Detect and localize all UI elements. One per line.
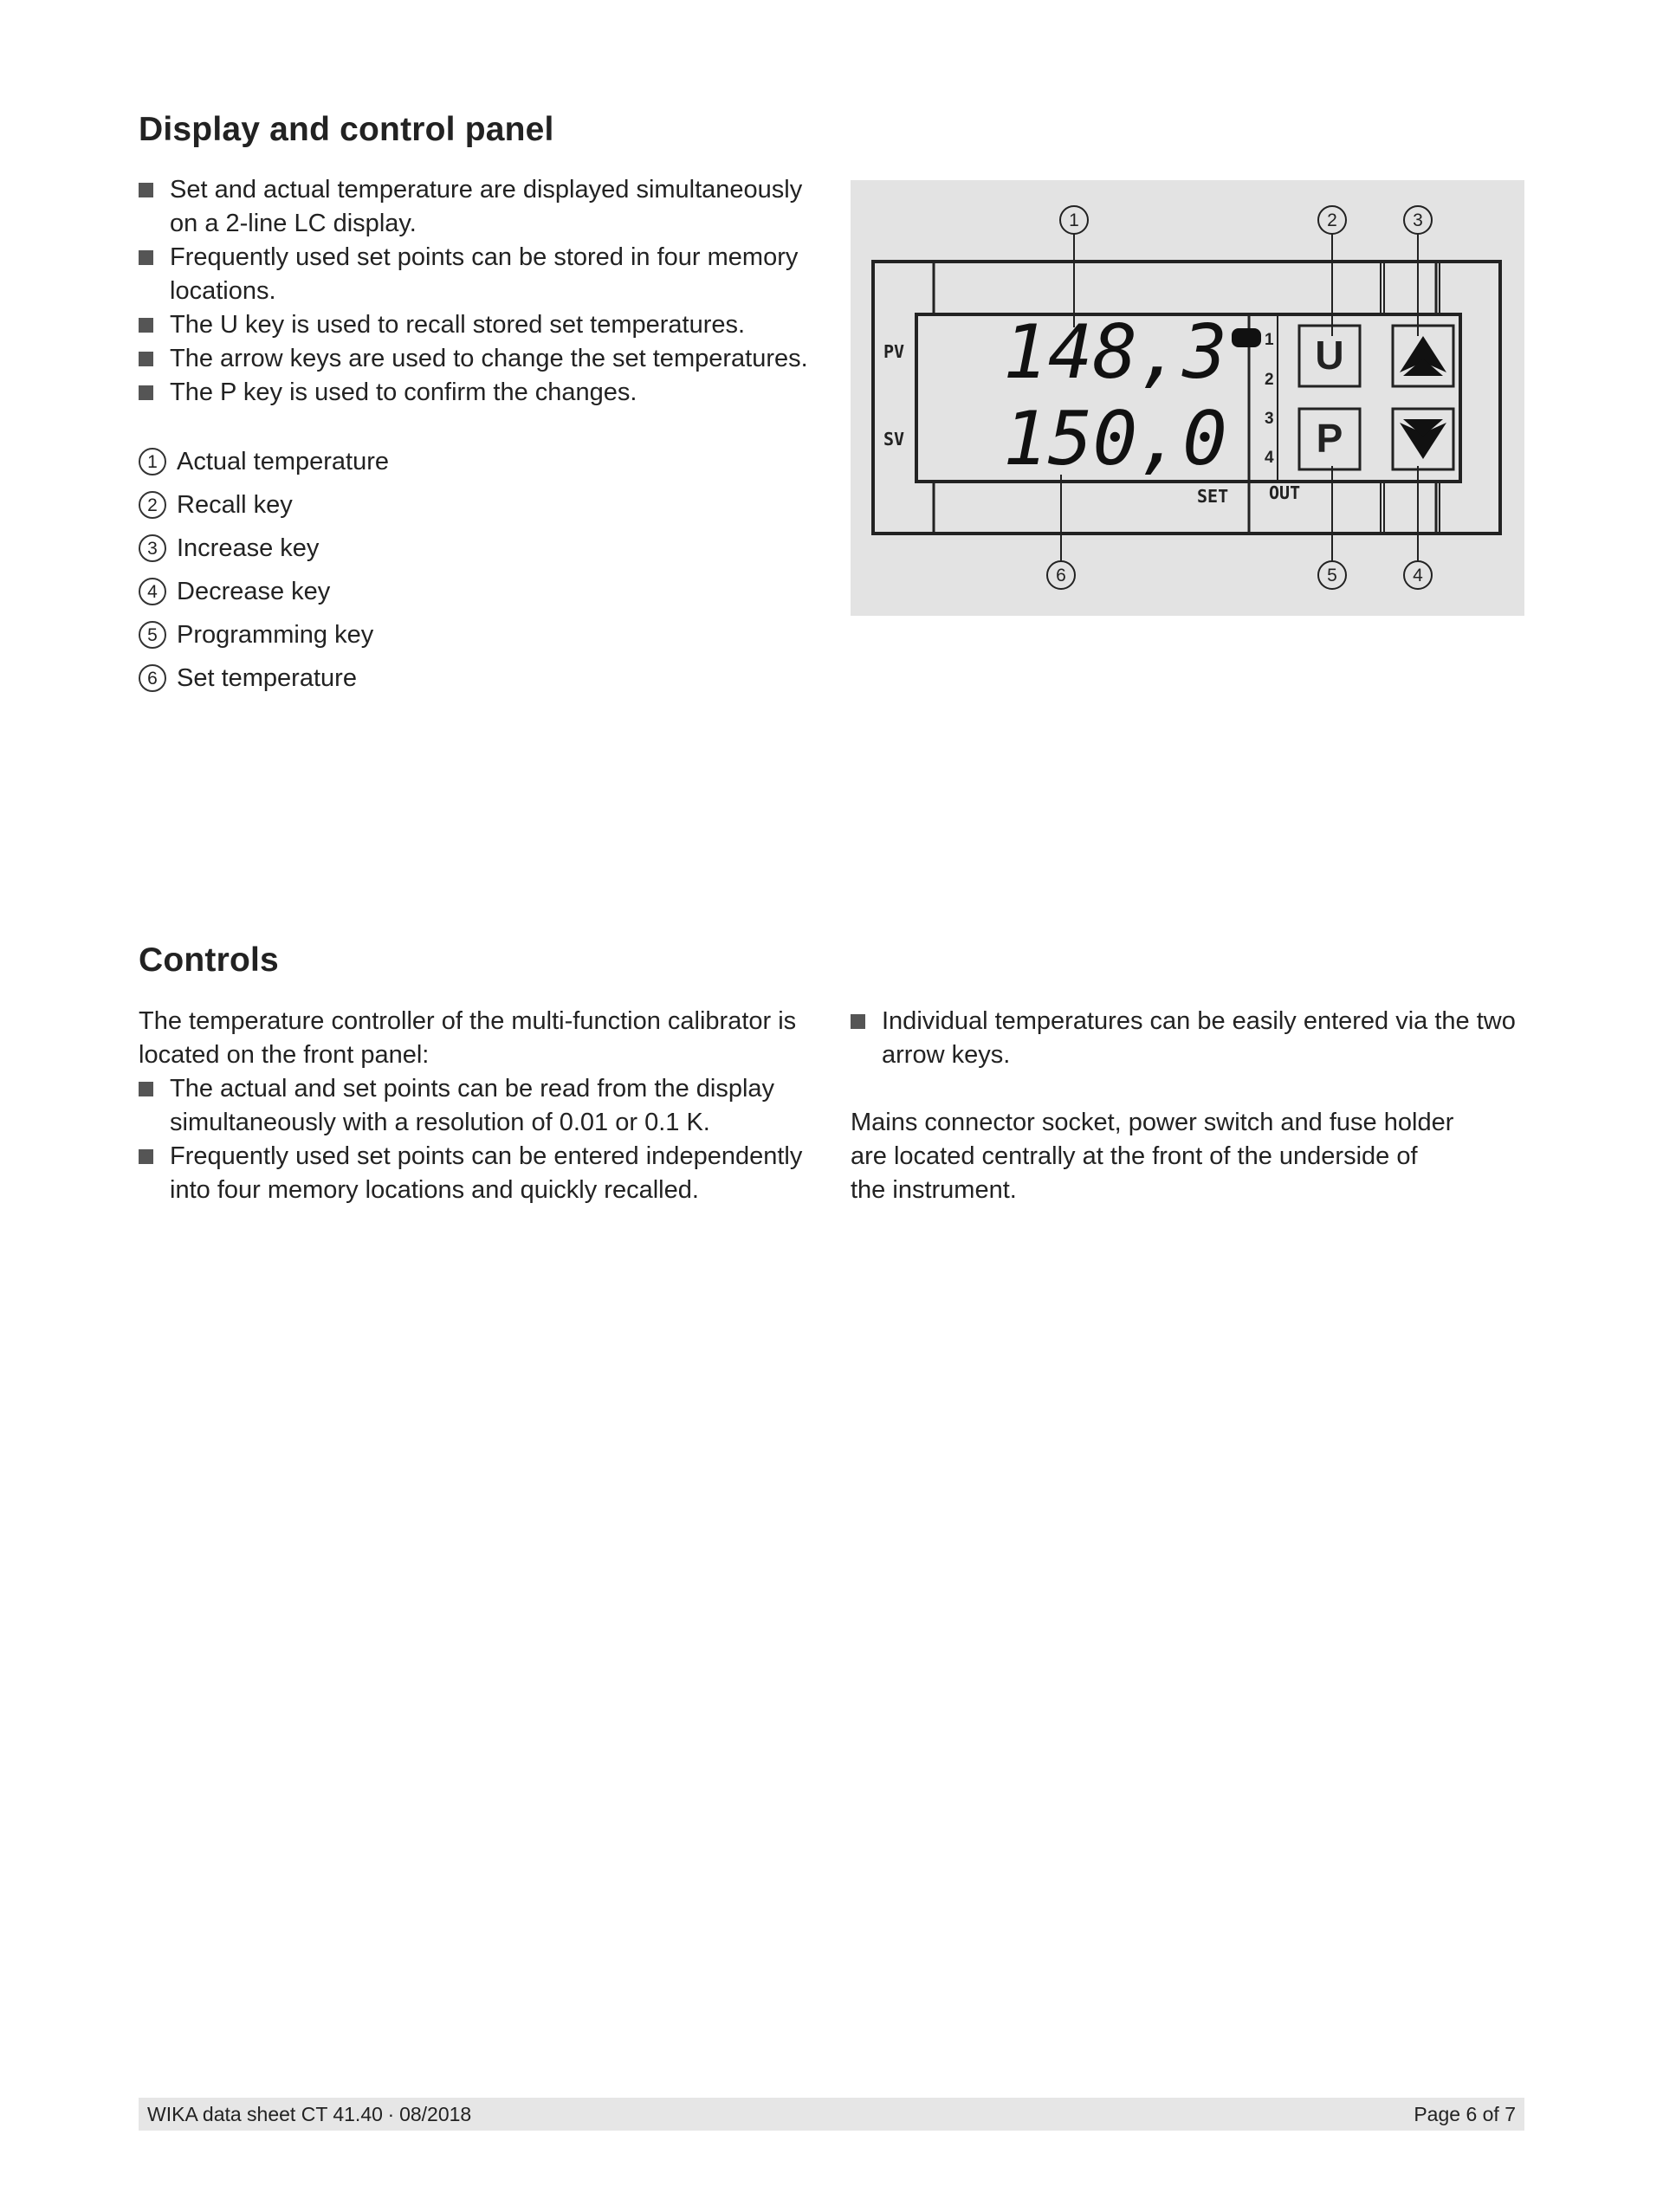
callout-number: 2 (139, 491, 166, 519)
controls-left-list (139, 1072, 814, 1207)
display-features-list (139, 173, 814, 410)
memory-number: 1 (1265, 331, 1274, 349)
legend-label: Set temperature (177, 663, 357, 692)
legend-item (139, 656, 389, 700)
legend-item (139, 527, 389, 570)
sv-label: SV (883, 429, 905, 450)
legend-item (139, 613, 389, 656)
callout-legend (139, 440, 389, 700)
legend-label: Decrease key (177, 577, 331, 605)
mains-connector-paragraph: Mains connector socket, power switch and fuse holder are located centrally at the front of the underside of the instrument. (851, 1109, 1454, 1204)
section-title-controls: Controls (139, 941, 279, 979)
memory-number: 4 (1265, 449, 1274, 467)
section-title-display-panel: Display and control panel (139, 111, 554, 148)
callout-number: 1 (139, 448, 166, 475)
list-item: The U key is used to recall stored set temperatures. (139, 308, 814, 342)
list-item: The actual and set points can be read from the display simultaneously with a resolution of 0.01 or 0.1 K. (139, 1072, 814, 1140)
controller-panel-figure (851, 180, 1524, 616)
legend-item (139, 483, 389, 527)
callout-5: 5 (1327, 566, 1337, 585)
list-item: The arrow keys are used to change the set temperatures. (139, 342, 814, 376)
legend-item (139, 570, 389, 613)
legend-label: Recall key (177, 490, 293, 519)
decrease-key[interactable] (1393, 409, 1453, 469)
indicator-led (1232, 328, 1261, 347)
legend-label: Actual temperature (177, 447, 390, 475)
controls-right-column (851, 1005, 1526, 1207)
programming-key[interactable] (1299, 409, 1360, 469)
footer-datasheet-id: WIKA data sheet CT 41.40 ∙ 08/2018 (147, 2102, 472, 2125)
controls-left-column (139, 1005, 814, 1207)
controls-right-list (851, 1005, 1526, 1072)
list-item: Frequently used set points can be stored in four memory locations. (139, 241, 814, 308)
set-temperature-display: 150,0 (1003, 396, 1227, 482)
legend-label: Programming key (177, 620, 374, 649)
programming-key-label: P (1316, 416, 1343, 461)
controller-panel-drawing (851, 180, 1524, 616)
callout-3: 3 (1413, 210, 1423, 230)
recall-key-label: U (1315, 333, 1344, 378)
footer-page-number: Page 6 of 7 (1414, 2102, 1516, 2125)
callout-number: 4 (139, 578, 166, 605)
controls-intro: The temperature controller of the multi-function calibrator is located on the front panel: (139, 1007, 797, 1069)
actual-temperature-display: 148,3 (1003, 309, 1227, 396)
memory-number: 3 (1265, 410, 1274, 428)
callout-number: 6 (139, 664, 166, 692)
legend-label: Increase key (177, 534, 320, 562)
legend-item (139, 440, 389, 483)
callout-1: 1 (1069, 210, 1079, 230)
list-item: Frequently used set points can be entered independently into four memory locations and quickly recalled. (139, 1140, 814, 1207)
recall-key[interactable] (1299, 326, 1360, 386)
page-footer (139, 2098, 1524, 2131)
list-item: Individual temperatures can be easily entered via the two arrow keys. (851, 1005, 1526, 1072)
callout-2: 2 (1327, 210, 1337, 230)
out-label: OUT (1269, 482, 1301, 503)
callout-number: 3 (139, 534, 166, 562)
list-item: The P key is used to confirm the changes. (139, 376, 814, 410)
callout-number: 5 (139, 621, 166, 649)
callout-4: 4 (1413, 566, 1423, 585)
memory-number: 2 (1265, 371, 1274, 389)
set-label: SET (1197, 486, 1229, 507)
increase-key[interactable] (1393, 326, 1453, 386)
pv-label: PV (883, 341, 905, 362)
callout-6: 6 (1056, 566, 1066, 585)
list-item: Set and actual temperature are displayed simultaneously on a 2-line LC display. (139, 173, 814, 241)
